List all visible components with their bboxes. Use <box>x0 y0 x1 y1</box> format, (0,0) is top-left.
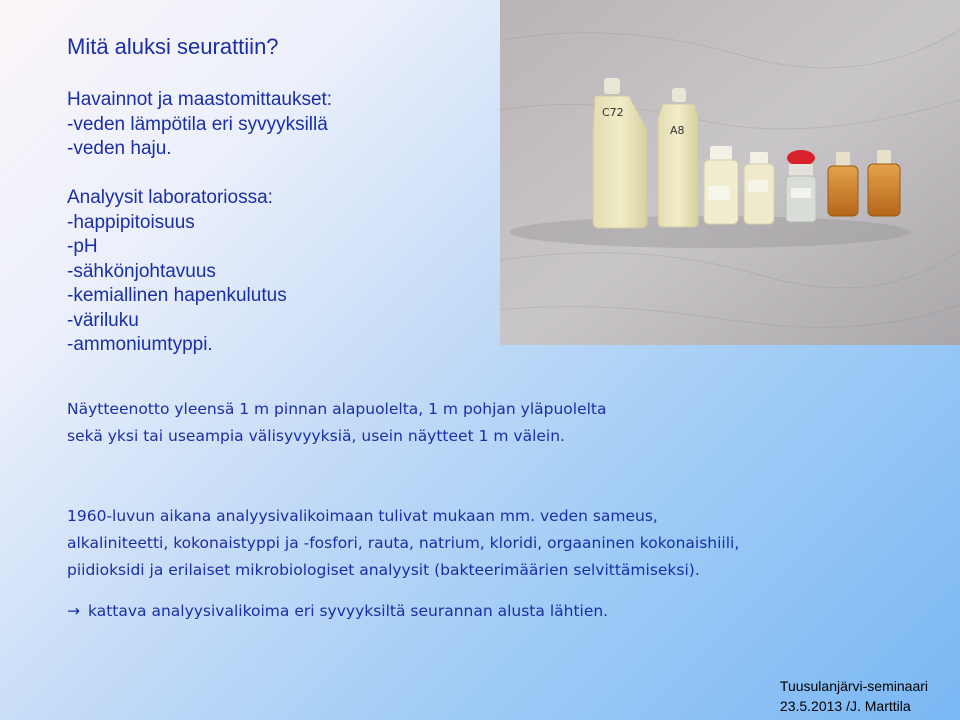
sixties-line: alkaliniteetti, kokonaistyppi ja -fosfori, rauta, natrium, kloridi, orgaaninen kokonaishiili, <box>67 534 740 552</box>
sampling-paragraph <box>67 396 607 450</box>
slide-title: Mitä aluksi seurattiin? <box>67 34 279 59</box>
footer-date-author: 23.5.2013 /J. Marttila <box>779 698 911 714</box>
lab-item: -väriluku <box>67 309 139 331</box>
bottle-label: C72 <box>602 106 624 119</box>
lab-heading: Analyysit laboratoriossa: <box>67 187 273 208</box>
lab-item: -ammoniumtyppi. <box>67 334 213 355</box>
footer <box>780 676 928 716</box>
sampling-line: sekä yksi tai useampia välisyvyyksiä, usein näytteet 1 m välein. <box>67 427 565 445</box>
lab-item: -sähkönjohtavuus <box>67 260 216 282</box>
observations-item: -veden haju. <box>67 138 172 159</box>
bottle-2 <box>658 88 698 227</box>
spacer <box>67 162 332 187</box>
arrow-icon: → <box>67 602 80 620</box>
bottle-5 <box>786 150 816 222</box>
sixties-line: 1960-luvun aikana analyysivalikoimaan tulivat mukaan mm. veden sameus, <box>67 507 658 525</box>
lab-item: -kemiallinen hapenkulutus <box>67 285 287 306</box>
methods-list <box>67 88 332 358</box>
observations-heading: Havainnot ja maastomittaukset: <box>67 89 333 110</box>
footer-event: Tuusulanjärvi-seminaari <box>779 678 928 694</box>
conclusion-text: kattava analyysivalikoima eri syvyyksiltä seurannan alusta lähtien. <box>88 602 609 620</box>
sampling-line: Näytteenotto yleensä 1 m pinnan alapuolelta, 1 m pohjan yläpuolelta <box>67 400 607 418</box>
sixties-line: piidioksidi ja erilaiset mikrobiologiset analyysit (bakteerimäärien selvittämiseksi). <box>67 561 700 579</box>
sixties-paragraph <box>67 503 739 584</box>
lab-item: -pH <box>67 236 98 257</box>
bottle-label: A8 <box>670 124 685 137</box>
conclusion-line <box>67 602 608 620</box>
sample-bottles-photo <box>500 0 960 345</box>
lab-item: -happipitoisuus <box>67 211 195 233</box>
observations-item: -veden lämpötila eri syvyyksillä <box>67 113 328 135</box>
